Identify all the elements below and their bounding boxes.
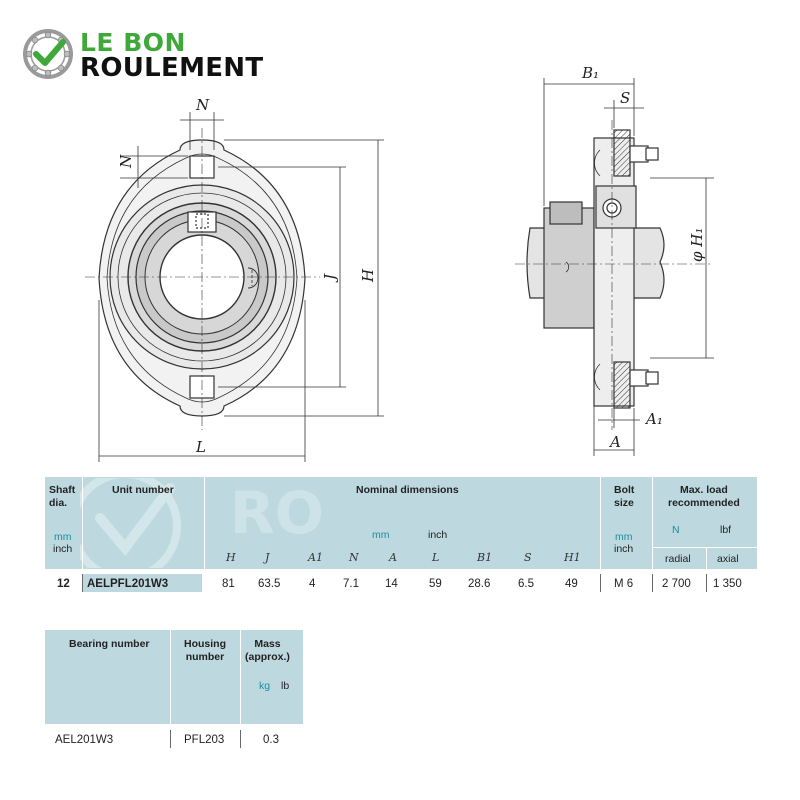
header-nominal-dimensions: Nominal dimensions (356, 484, 459, 496)
header-housing-number: Housing number (184, 638, 226, 663)
dim-label-s: S (620, 89, 631, 107)
dim-label-l: L (196, 438, 206, 456)
side-view (515, 120, 712, 430)
symbol-h: H (226, 551, 236, 564)
header-bearing-number: Bearing number (69, 638, 150, 650)
unit-shaft-mm: mm (54, 531, 72, 543)
unit-load-n: N (672, 524, 680, 536)
symbol-h1: H1 (564, 551, 581, 564)
dim-label-a: A (610, 433, 621, 451)
header-max-load: Max. load recommended (668, 484, 740, 509)
row-a: 14 (385, 578, 398, 590)
row-j: 63.5 (258, 578, 281, 590)
front-view (85, 128, 320, 430)
header-shaft: Shaft dia. (49, 484, 76, 509)
dim-label-h1: φ H₁ (688, 227, 706, 262)
symbol-l: L (432, 551, 440, 564)
brand-name-line2: ROULEMENT (80, 53, 264, 83)
dim-label-n-top: N (196, 96, 210, 114)
row-mass: 0.3 (263, 734, 279, 746)
dim-label-n-side: N (117, 154, 135, 168)
row-h1: 49 (565, 578, 578, 590)
row-axial: 1 350 (713, 578, 742, 590)
row-shaft: 12 (57, 578, 70, 590)
row-a1: 4 (309, 578, 316, 590)
symbol-b1: B1 (477, 551, 493, 564)
unit-nominal-mm: mm (372, 529, 390, 541)
symbol-s: S (524, 551, 532, 564)
row-l: 59 (429, 578, 442, 590)
row-b1: 28.6 (468, 578, 491, 590)
row-h: 81 (222, 578, 235, 590)
header-radial: radial (665, 553, 691, 565)
row-unit-number: AELPFL201W3 (87, 578, 169, 590)
unit-nominal-inch: inch (428, 529, 448, 541)
unit-load-lbf: lbf (720, 524, 732, 536)
header-mass: Mass (approx.) (245, 638, 290, 663)
header-bolt-size: Bolt size (614, 484, 635, 509)
symbol-j: J (265, 551, 270, 564)
header-axial: axial (717, 553, 739, 565)
symbol-n: N (349, 551, 359, 564)
row-bearing-number: AEL201W3 (55, 734, 114, 746)
row-s: 6.5 (518, 578, 534, 590)
symbol-a1: A1 (308, 551, 323, 564)
row-radial: 2 700 (662, 578, 691, 590)
brand-name-line1: LE BON (80, 28, 186, 57)
row-bolt: M 6 (614, 578, 634, 590)
dim-label-a1: A₁ (646, 410, 663, 428)
unit-bolt-inch: inch (614, 543, 634, 555)
symbol-a: A (389, 551, 397, 564)
unit-mass-kg: kg (259, 680, 271, 692)
dim-label-j: J (321, 273, 339, 280)
unit-mass-lb: lb (281, 680, 290, 692)
svg-text:RO: RO (230, 479, 324, 547)
unit-shaft-inch: inch (53, 543, 73, 555)
header-unit-number: Unit number (112, 484, 174, 496)
dim-label-b1: B₁ (582, 64, 600, 82)
row-n: 7.1 (343, 578, 359, 590)
dim-label-h: H (359, 268, 377, 282)
unit-bolt-mm: mm (615, 531, 633, 543)
row-housing-number: PFL203 (184, 734, 225, 746)
